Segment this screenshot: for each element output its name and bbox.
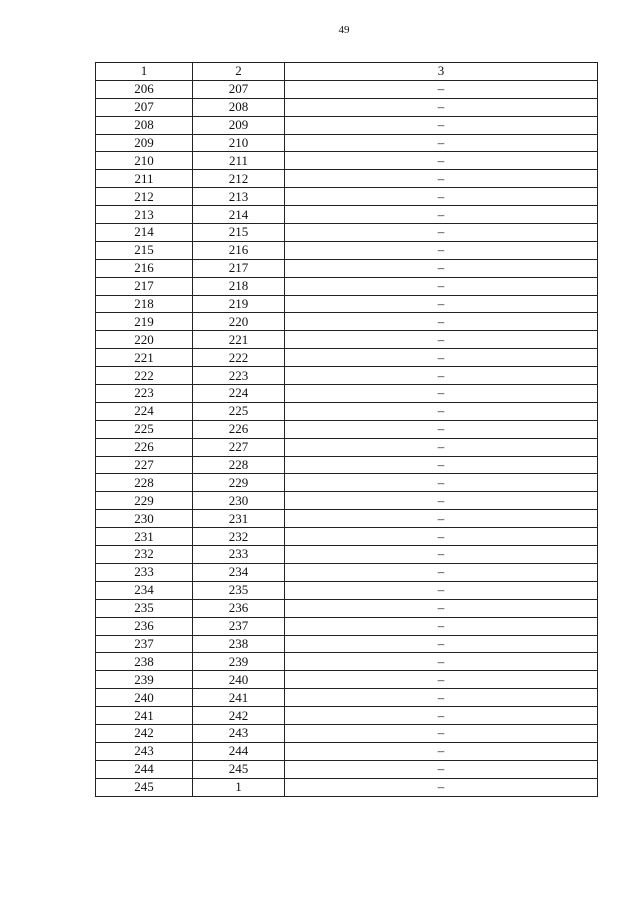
table-cell-col-3: –	[285, 134, 598, 152]
table-cell-col-1: 210	[96, 152, 193, 170]
table-row	[96, 599, 598, 617]
table-cell-col-1: 236	[96, 617, 193, 635]
table-cell-col-1: 231	[96, 528, 193, 546]
table-cell-col-2: 221	[193, 331, 285, 349]
table-cell-col-2: 243	[193, 724, 285, 742]
table-cell-col-1: 229	[96, 492, 193, 510]
table-cell-col-2: 241	[193, 689, 285, 707]
table-cell-col-1: 233	[96, 563, 193, 581]
table-cell-col-2: 237	[193, 617, 285, 635]
table-row	[96, 760, 598, 778]
table-row	[96, 206, 598, 224]
table-cell-col-3: –	[285, 742, 598, 760]
table-cell-col-3: –	[285, 778, 598, 796]
table-row	[96, 707, 598, 725]
table-cell-col-2: 216	[193, 241, 285, 259]
table-cell-col-3: –	[285, 295, 598, 313]
table-cell-col-2: 227	[193, 438, 285, 456]
table-cell-col-1: 209	[96, 134, 193, 152]
table-cell-col-2: 208	[193, 98, 285, 116]
table-cell-col-2: 224	[193, 385, 285, 403]
table-cell-col-1: 223	[96, 385, 193, 403]
table-cell-col-3: –	[285, 563, 598, 581]
table-cell-col-2: 245	[193, 760, 285, 778]
table-cell-col-1: 220	[96, 331, 193, 349]
table-cell-col-3: –	[285, 724, 598, 742]
table-cell-col-1: 243	[96, 742, 193, 760]
table-cell-col-1: 242	[96, 724, 193, 742]
table-cell-col-3: –	[285, 689, 598, 707]
table-cell-col-3: –	[285, 760, 598, 778]
table-cell-col-1: 241	[96, 707, 193, 725]
table-row	[96, 689, 598, 707]
table-row	[96, 617, 598, 635]
table-cell-col-2: 229	[193, 474, 285, 492]
table-row	[96, 778, 598, 796]
table-row	[96, 277, 598, 295]
table-cell-col-3: –	[285, 116, 598, 134]
table-row	[96, 259, 598, 277]
table-cell-col-1: 238	[96, 653, 193, 671]
table-cell-col-2: 235	[193, 581, 285, 599]
table-cell-col-1: 208	[96, 116, 193, 134]
table-cell-col-1: 214	[96, 224, 193, 242]
table-row	[96, 224, 598, 242]
table-row	[96, 456, 598, 474]
table-row	[96, 80, 598, 98]
table-cell-col-2: 242	[193, 707, 285, 725]
table-cell-col-3: –	[285, 510, 598, 528]
table-cell-col-1: 224	[96, 402, 193, 420]
table-row	[96, 742, 598, 760]
table-row	[96, 653, 598, 671]
table-cell-col-2: 215	[193, 224, 285, 242]
table-cell-col-1: 245	[96, 778, 193, 796]
table-cell-col-1: 240	[96, 689, 193, 707]
table-cell-col-2: 220	[193, 313, 285, 331]
table-row	[96, 635, 598, 653]
table-cell-col-2: 232	[193, 528, 285, 546]
table-cell-col-1: 227	[96, 456, 193, 474]
table-cell-col-3: –	[285, 420, 598, 438]
table-cell-col-3: –	[285, 170, 598, 188]
table-cell-col-1: 228	[96, 474, 193, 492]
table-cell-col-2: 238	[193, 635, 285, 653]
table-cell-col-1: 237	[96, 635, 193, 653]
table-cell-col-3: –	[285, 635, 598, 653]
table-cell-col-1: 211	[96, 170, 193, 188]
table-cell-col-3: –	[285, 206, 598, 224]
table-cell-col-2: 231	[193, 510, 285, 528]
table-cell-col-1: 222	[96, 367, 193, 385]
table-row	[96, 671, 598, 689]
table-cell-col-3: –	[285, 367, 598, 385]
table-cell-col-2: 223	[193, 367, 285, 385]
page-number: 49	[338, 24, 350, 36]
table-row	[96, 134, 598, 152]
table-cell-col-2: 219	[193, 295, 285, 313]
table-cell-col-3: –	[285, 599, 598, 617]
table-cell-col-3: –	[285, 438, 598, 456]
table-cell-col-2: 212	[193, 170, 285, 188]
table-cell-col-3: –	[285, 224, 598, 242]
column-header-3: 3	[285, 63, 598, 81]
table-row	[96, 98, 598, 116]
table-cell-col-3: –	[285, 241, 598, 259]
table-row	[96, 724, 598, 742]
table-cell-col-3: –	[285, 331, 598, 349]
column-header-2: 2	[193, 63, 285, 81]
table-cell-col-1: 213	[96, 206, 193, 224]
table-row	[96, 563, 598, 581]
table-cell-col-1: 212	[96, 188, 193, 206]
table-cell-col-2: 214	[193, 206, 285, 224]
table-cell-col-2: 236	[193, 599, 285, 617]
table-cell-col-2: 218	[193, 277, 285, 295]
table-row	[96, 331, 598, 349]
table-row	[96, 510, 598, 528]
table-cell-col-3: –	[285, 581, 598, 599]
table-cell-col-3: –	[285, 456, 598, 474]
table-cell-col-2: 209	[193, 116, 285, 134]
table-cell-col-3: –	[285, 402, 598, 420]
table-row	[96, 367, 598, 385]
table-cell-col-1: 232	[96, 546, 193, 564]
table-cell-col-3: –	[285, 617, 598, 635]
table-cell-col-3: –	[285, 546, 598, 564]
table-cell-col-1: 218	[96, 295, 193, 313]
table-cell-col-3: –	[285, 349, 598, 367]
table-cell-col-3: –	[285, 528, 598, 546]
table-cell-col-3: –	[285, 474, 598, 492]
table-cell-col-2: 226	[193, 420, 285, 438]
table-cell-col-2: 244	[193, 742, 285, 760]
table-cell-col-1: 217	[96, 277, 193, 295]
table-cell-col-2: 228	[193, 456, 285, 474]
table-cell-col-2: 217	[193, 259, 285, 277]
table-header-row	[96, 63, 598, 81]
table-row	[96, 420, 598, 438]
table-row	[96, 152, 598, 170]
table-row	[96, 295, 598, 313]
table-cell-col-1: 206	[96, 80, 193, 98]
table-cell-col-3: –	[285, 653, 598, 671]
table-row	[96, 385, 598, 403]
table-cell-col-2: 239	[193, 653, 285, 671]
table-cell-col-3: –	[285, 313, 598, 331]
table-cell-col-3: –	[285, 259, 598, 277]
table-cell-col-3: –	[285, 707, 598, 725]
table-row	[96, 170, 598, 188]
table-cell-col-2: 213	[193, 188, 285, 206]
table-cell-col-3: –	[285, 385, 598, 403]
table-row	[96, 116, 598, 134]
table-cell-col-3: –	[285, 671, 598, 689]
table-row	[96, 313, 598, 331]
table-cell-col-3: –	[285, 152, 598, 170]
table-cell-col-2: 1	[193, 778, 285, 796]
table-cell-col-3: –	[285, 98, 598, 116]
table-row	[96, 241, 598, 259]
table-cell-col-1: 226	[96, 438, 193, 456]
table-cell-col-1: 244	[96, 760, 193, 778]
table-row	[96, 528, 598, 546]
table-row	[96, 188, 598, 206]
table-cell-col-1: 234	[96, 581, 193, 599]
table-cell-col-2: 230	[193, 492, 285, 510]
table-cell-col-2: 207	[193, 80, 285, 98]
table-cell-col-3: –	[285, 492, 598, 510]
table-cell-col-1: 239	[96, 671, 193, 689]
table-cell-col-1: 221	[96, 349, 193, 367]
table-cell-col-2: 222	[193, 349, 285, 367]
table-cell-col-1: 216	[96, 259, 193, 277]
table-row	[96, 581, 598, 599]
table-row	[96, 474, 598, 492]
table-cell-col-1: 219	[96, 313, 193, 331]
table-row	[96, 402, 598, 420]
table-cell-col-3: –	[285, 80, 598, 98]
table-cell-col-1: 207	[96, 98, 193, 116]
table-cell-col-1: 235	[96, 599, 193, 617]
table-cell-col-1: 230	[96, 510, 193, 528]
table-header	[96, 63, 598, 81]
data-table	[95, 62, 598, 797]
table-cell-col-2: 211	[193, 152, 285, 170]
table-cell-col-3: –	[285, 188, 598, 206]
table-row	[96, 492, 598, 510]
table-row	[96, 349, 598, 367]
table-cell-col-1: 215	[96, 241, 193, 259]
table-cell-col-2: 210	[193, 134, 285, 152]
table-cell-col-2: 233	[193, 546, 285, 564]
table-cell-col-3: –	[285, 277, 598, 295]
table-cell-col-1: 225	[96, 420, 193, 438]
table-row	[96, 546, 598, 564]
table-row	[96, 438, 598, 456]
table-cell-col-2: 225	[193, 402, 285, 420]
table-body	[96, 80, 598, 796]
column-header-1: 1	[96, 63, 193, 81]
table-cell-col-2: 240	[193, 671, 285, 689]
table-cell-col-2: 234	[193, 563, 285, 581]
